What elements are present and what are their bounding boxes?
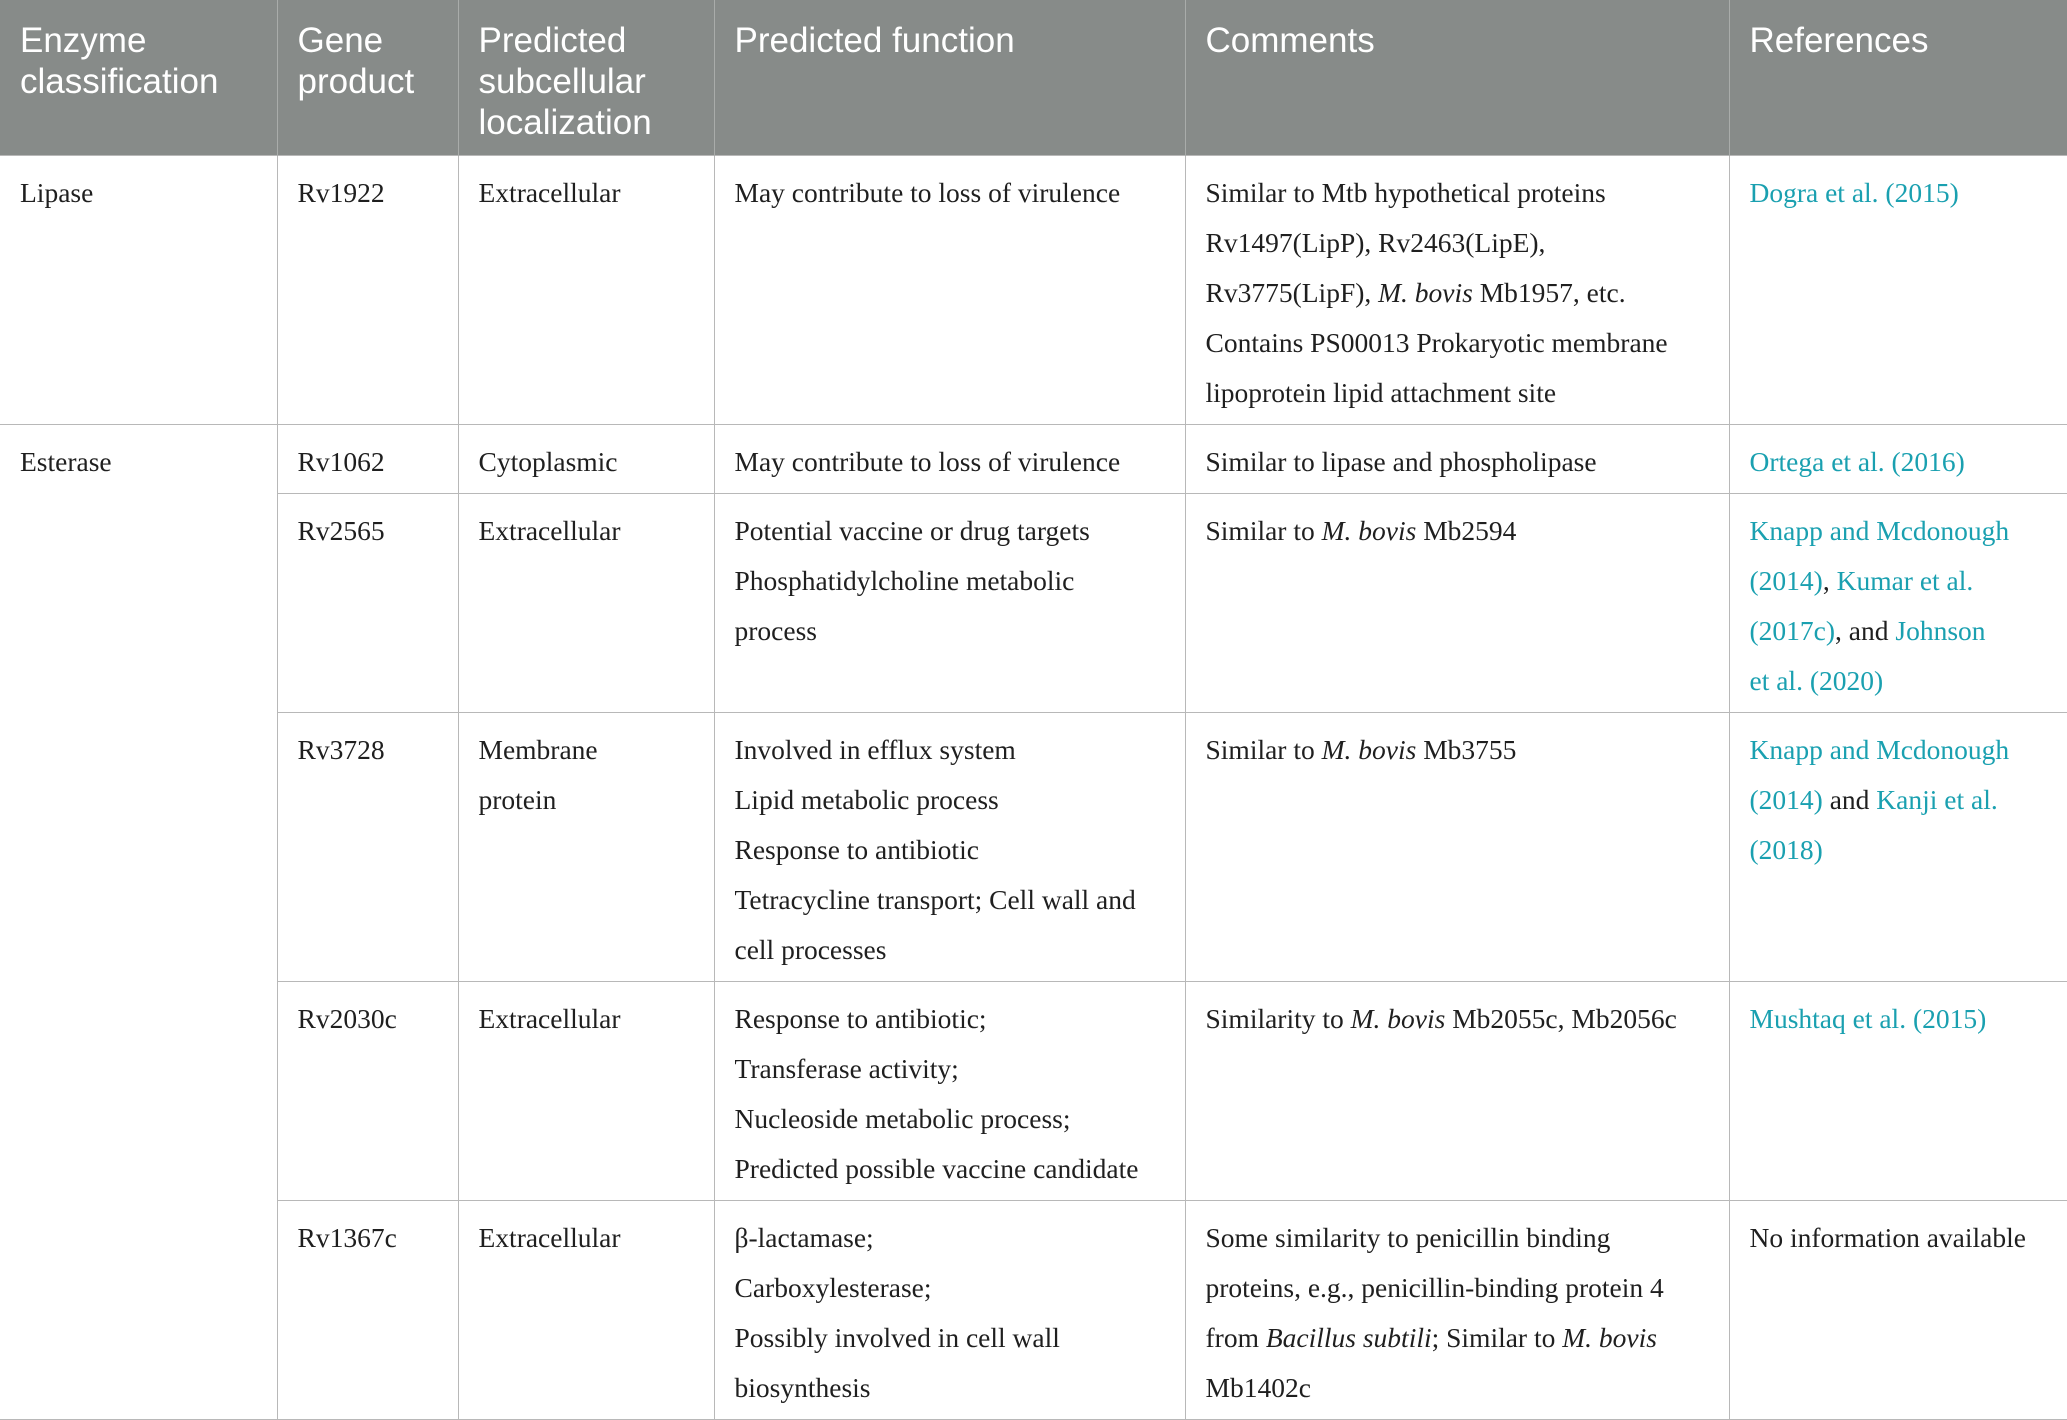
reference-link[interactable]: (2014): [1749, 784, 1823, 815]
references-text: ,: [1822, 565, 1837, 596]
function-line: Phosphatidylcholine metabolic: [734, 565, 1075, 596]
reference-link[interactable]: Mushtaq et al. (2015): [1749, 1003, 1987, 1034]
reference-link[interactable]: Kumar et al.: [1836, 565, 1974, 596]
function-line: Involved in efflux system: [734, 734, 1016, 765]
comments-line: [1206, 725, 1715, 775]
comments-line: [1206, 318, 1715, 368]
function-line: Response to antibiotic: [734, 834, 979, 865]
header-row: [0, 0, 2067, 156]
cell-gene-product: Rv2565: [277, 494, 458, 713]
comments-text: Similar to Mtb hypothetical proteins: [1205, 177, 1606, 208]
references-line: [1750, 994, 2054, 1044]
comments-line: [1206, 994, 1715, 1044]
cell-predicted-function: [714, 713, 1185, 982]
localization-line: Cytoplasmic: [478, 446, 618, 477]
cell-localization: [458, 494, 714, 713]
comments-text: Mb1957, etc.: [1472, 277, 1626, 308]
localization-line: Extracellular: [478, 1003, 621, 1034]
reference-link[interactable]: (2018): [1749, 834, 1823, 865]
function-line: May contribute to loss of virulence: [734, 177, 1121, 208]
cell-gene-product: Rv3728: [277, 713, 458, 982]
table-row: [0, 494, 2067, 713]
comments-line: [1206, 368, 1715, 418]
reference-link[interactable]: Kanji et al.: [1876, 784, 1998, 815]
species-name: M. bovis: [1321, 734, 1417, 765]
cell-predicted-function: [714, 494, 1185, 713]
comments-line: [1206, 1213, 1715, 1263]
table-row: [0, 982, 2067, 1201]
localization-line: Membrane: [478, 734, 598, 765]
references-line: [1750, 775, 2054, 825]
header-localization: Predicted subcellular localization: [458, 0, 714, 156]
species-name: Bacillus subtili: [1265, 1322, 1432, 1353]
reference-link[interactable]: et al. (2020): [1749, 665, 1884, 696]
comments-line: [1206, 1313, 1715, 1363]
table-row: [0, 713, 2067, 982]
reference-link[interactable]: (2017c): [1749, 615, 1836, 646]
header-gene-product: Gene product: [277, 0, 458, 156]
function-line: Carboxylesterase;: [734, 1272, 932, 1303]
function-line: Response to antibiotic;: [734, 1003, 987, 1034]
references-line: [1750, 656, 2054, 706]
cell-localization: [458, 156, 714, 425]
cell-predicted-function: [714, 982, 1185, 1201]
references-line: [1750, 725, 2054, 775]
cell-gene-product: Rv1922: [277, 156, 458, 425]
cell-comments: [1185, 982, 1729, 1201]
reference-link[interactable]: Dogra et al. (2015): [1749, 177, 1959, 208]
comments-line: [1206, 437, 1715, 487]
cell-references: [1729, 494, 2067, 713]
species-name: M. bovis: [1378, 277, 1473, 308]
function-line: β-lactamase;: [734, 1222, 874, 1253]
comments-text: Similar to lipase and phospholipase: [1205, 446, 1597, 477]
cell-predicted-function: [714, 1201, 1185, 1420]
references-line: [1750, 825, 2054, 875]
no-information-text: No information available: [1749, 1222, 2026, 1253]
comments-text: Rv1497(LipP), Rv2463(LipE),: [1205, 227, 1546, 258]
localization-line: Extracellular: [478, 1222, 621, 1253]
cell-predicted-function: [714, 425, 1185, 494]
comments-line: [1206, 1263, 1715, 1313]
localization-line: Extracellular: [478, 515, 621, 546]
table-row: [0, 1201, 2067, 1420]
comments-line: [1206, 218, 1715, 268]
cell-references: [1729, 1201, 2067, 1420]
comments-text: Mb2055c, Mb2056c: [1445, 1003, 1677, 1034]
localization-line: protein: [478, 784, 557, 815]
function-line: Possibly involved in cell wall: [734, 1322, 1060, 1353]
cell-comments: [1185, 494, 1729, 713]
cell-references: [1729, 156, 2067, 425]
comments-text: Mb1402c: [1205, 1372, 1311, 1403]
references-line: [1750, 506, 2054, 556]
comments-text: from: [1205, 1322, 1266, 1353]
references-line: [1750, 556, 2054, 606]
function-line: Transferase activity;: [734, 1053, 959, 1084]
function-line: biosynthesis: [734, 1372, 871, 1403]
reference-link[interactable]: Johnson: [1895, 615, 1986, 646]
cell-comments: [1185, 713, 1729, 982]
species-name: M. bovis: [1350, 1003, 1446, 1034]
species-name: M. bovis: [1321, 515, 1417, 546]
comments-line: [1206, 1363, 1715, 1413]
function-line: Potential vaccine or drug targets: [734, 515, 1090, 546]
function-line: cell processes: [734, 934, 887, 965]
comments-text: Similar to: [1205, 515, 1322, 546]
comments-line: [1206, 268, 1715, 318]
cell-gene-product: Rv1062: [277, 425, 458, 494]
header-enzyme-classification: Enzyme classification: [0, 0, 277, 156]
cell-references: [1729, 425, 2067, 494]
reference-link[interactable]: Knapp and Mcdonough: [1749, 515, 2010, 546]
references-text: , and: [1835, 615, 1896, 646]
cell-references: [1729, 982, 2067, 1201]
references-line: [1750, 606, 2054, 656]
function-line: Lipid metabolic process: [734, 784, 999, 815]
reference-link[interactable]: Ortega et al. (2016): [1749, 446, 1965, 477]
references-text: and: [1822, 784, 1877, 815]
cell-comments: [1185, 425, 1729, 494]
table-row: [0, 156, 2067, 425]
species-name: M. bovis: [1562, 1322, 1657, 1353]
cell-gene-product: Rv2030c: [277, 982, 458, 1201]
cell-comments: [1185, 1201, 1729, 1420]
cell-localization: [458, 1201, 714, 1420]
function-line: Tetracycline transport; Cell wall and: [734, 884, 1136, 915]
localization-line: Extracellular: [478, 177, 621, 208]
cell-localization: [458, 982, 714, 1201]
function-line: May contribute to loss of virulence: [734, 446, 1121, 477]
cell-enzyme-classification: Esterase: [0, 425, 277, 1420]
cell-gene-product: Rv1367c: [277, 1201, 458, 1420]
comments-text: Contains PS00013 Prokaryotic membrane: [1205, 327, 1668, 358]
comments-text: Mb3755: [1416, 734, 1517, 765]
cell-localization: [458, 425, 714, 494]
function-line: process: [734, 615, 817, 646]
reference-link[interactable]: (2014): [1749, 565, 1823, 596]
reference-link[interactable]: Knapp and Mcdonough: [1749, 734, 2010, 765]
comments-text: proteins, e.g., penicillin-binding protein 4: [1205, 1272, 1664, 1303]
comments-text: Mb2594: [1416, 515, 1517, 546]
comments-line: [1206, 506, 1715, 556]
cell-comments: [1185, 156, 1729, 425]
cell-localization: [458, 713, 714, 982]
comments-text: Rv3775(LipF),: [1205, 277, 1379, 308]
comments-text: Some similarity to penicillin binding: [1205, 1222, 1611, 1253]
comments-text: Similarity to: [1205, 1003, 1351, 1034]
cell-enzyme-classification: Lipase: [0, 156, 277, 425]
comments-line: [1206, 168, 1715, 218]
function-line: Nucleoside metabolic process;: [734, 1103, 1071, 1134]
header-references: References: [1729, 0, 2067, 156]
comments-text: Similar to: [1205, 734, 1322, 765]
cell-references: [1729, 713, 2067, 982]
comments-text: lipoprotein lipid attachment site: [1205, 377, 1557, 408]
header-predicted-function: Predicted function: [714, 0, 1185, 156]
cell-predicted-function: [714, 156, 1185, 425]
function-line: Predicted possible vaccine candidate: [734, 1153, 1139, 1184]
references-line: [1750, 168, 2054, 218]
header-comments: Comments: [1185, 0, 1729, 156]
references-line: [1750, 437, 2054, 487]
table-row: [0, 425, 2067, 494]
comments-text: ; Similar to: [1431, 1322, 1563, 1353]
